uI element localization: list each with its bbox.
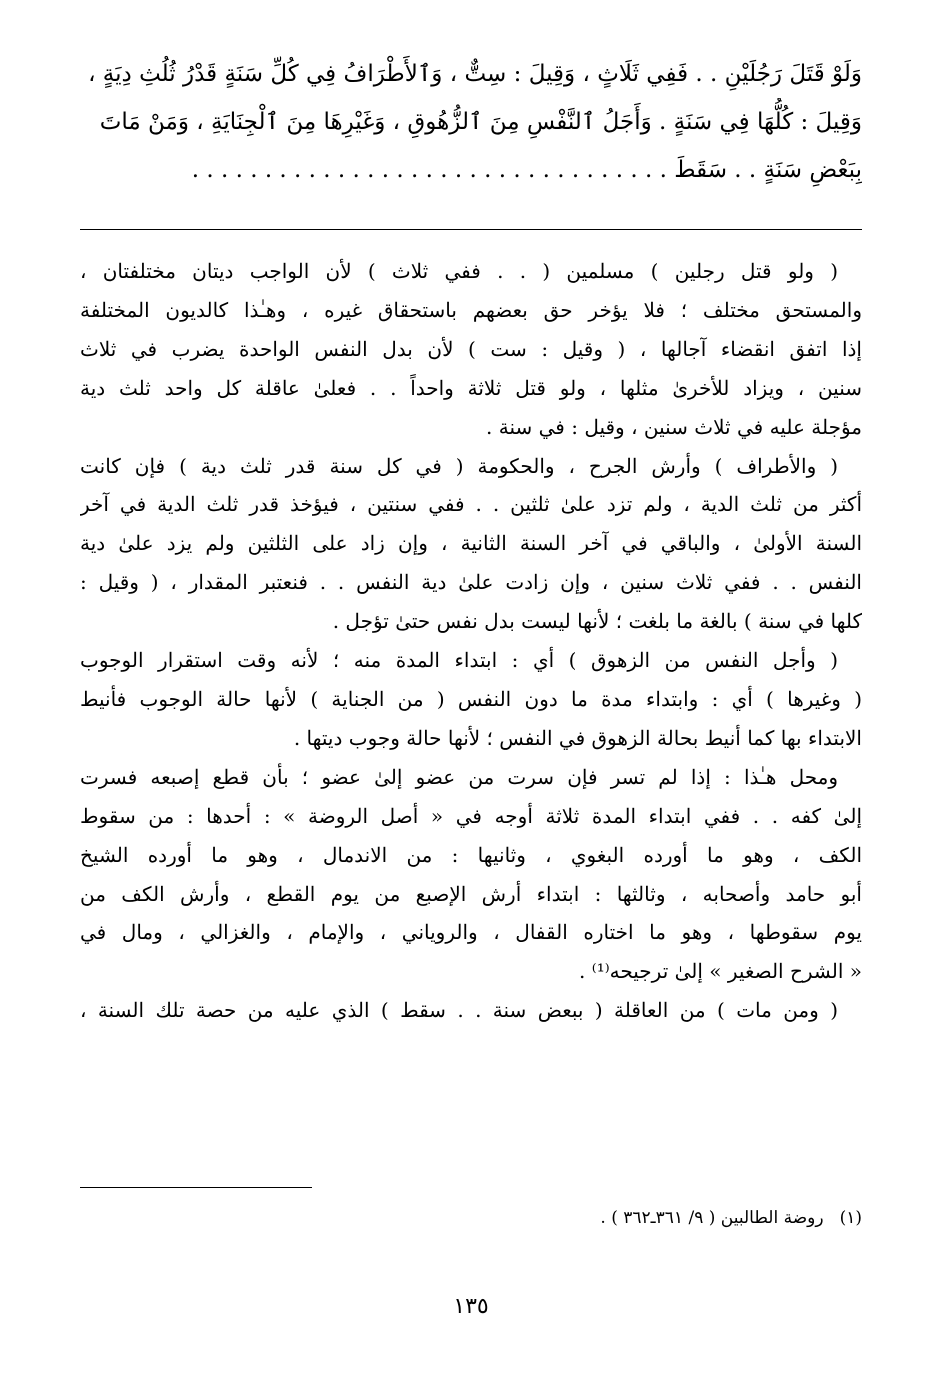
sharh-line: الكف ، وهو ما أورده البغوي ، وثانيها : من الاندمال ، وهو ما أورده الشيخ [80,842,862,867]
sharh-line: سنين ، ويزاد للأخرىٰ مثلها ، ولو قتل ثلاثة واحداً . . فعلىٰ عاقلة كل واحد ثلث دية [80,375,862,400]
sharh-line: « الشرح الصغير » إلىٰ ترجيحه⁽¹⁾ . [579,959,862,984]
sharh-line: السنة الأولىٰ ، والباقي في آخر السنة الثانية ، وإن زاد على الثلثين ولم يزد علىٰ دية [80,531,862,556]
sharh-line: إذا اتفق انقضاء آجالها ، ( وقيل : ست ) لأن بدل النفس الواحدة يضرب في ثلاث [80,336,862,361]
footnote-rule [80,1187,312,1188]
footnote [600,1204,862,1232]
sharh-line: ( ولو قتل رجلين ) مسلمين ( . . ففي ثلاث ) لأن الواجب ديتان مختلفتان ، [80,259,838,283]
sharh-line: ( ومن مات ) من العاقلة ( ببعض سنة . . سقط ) الذي عليه من حصة تلك السنة ، [80,998,838,1023]
matn-line: وَلَوْ قَتَلَ رَجُلَيْنِ . . فَفِي ثَلَاثٍ ، وَقِيلَ : سِتٌّ ، وَٱلأَطْرَافُ فِي كُلِّ سَنَةٍ قَدْرُ ثُلُثِ دِيَةٍ ، [88,61,862,87]
sharh-line: كلها في سنة ) بالغة ما بلغت ؛ لأنها ليست بدل نفس حتىٰ تؤجل . [332,609,862,634]
sharh-line: ( وأجل النفس من الزهوق ) أي : ابتداء المدة منه ؛ لأنه وقت استقرار الوجوب [80,648,838,673]
matn-line: وَقِيلَ : كُلُّهَا فِي سَنَةٍ . وَأَجَلُ ٱلنَّفْسِ مِنَ ٱلزُّهُوقِ ، وَغَيْرِهَا مِنَ ٱلْجِنَايَةِ ، وَمَنْ مَاتَ [99,109,862,135]
sharh-commentary [80,252,862,1030]
page-number: ١٣٥ [453,1294,489,1319]
sharh-line: النفس . . ففي ثلاث سنين ، وإن زادت علىٰ دية النفس . . فنعتبر المقدار ، ( وقيل : [80,570,862,595]
footnote-number: (١) [839,1208,862,1228]
matn-text [80,50,862,194]
sharh-line: أكثر من ثلث الدية ، ولم تزد علىٰ ثلثين . . ففي سنتين ، فيؤخذ قدر ثلث الدية في آخر [80,492,862,517]
sharh-line: مؤجلة عليه في ثلاث سنين ، وقيل : في سنة . [486,414,862,439]
sharh-line: ( والأطراف ) وأرش الجرح ، والحكومة ( في كل سنة قدر ثلث دية ) فإن كانت [80,453,838,478]
footnote-text: روضة الطالبين ( ٩/ ٣٦١ـ٣٦٢ ) . [600,1208,824,1228]
sharh-line: يوم سقوطها ، وهو ما اختاره القفال ، والروياني ، والإمام ، والغزالي ، ومال في [80,920,862,945]
sharh-line: إلىٰ كفه . . ففي ابتداء المدة ثلاثة أوجه في « أصل الروضة » : أحدها : من سقوط [80,803,862,828]
sharh-line: والمستحق مختلف ؛ فلا يؤخر حق بعضهم باستحقاق غيره ، وهـٰذا كالديون المختلفة [80,297,862,322]
matn-line: بِبَعْضِ سَنَةٍ . . سَقَطَ . . . . . . . . . . . . . . . . . . . . . . . . . . . . . . . . . [191,157,862,183]
separator-rule [80,229,862,230]
sharh-line: ( وغيرها ) أي : وابتداء مدة ما دون النفس ( من الجناية ) لأنها حالة الوجوب فأنيط [80,686,862,711]
sharh-line: أبو حامد وأصحابه ، وثالثها : ابتداء أرش الإصبع من يوم القطع ، وأرش الكف من [80,881,862,906]
sharh-line: الابتداء بها كما أنيط بحالة الزهوق في النفس ؛ لأنها حالة وجوب ديتها . [293,725,862,750]
sharh-line: ومحل هـٰذا : إذا لم تسر فإن سرت من عضو إلىٰ عضو ؛ بأن قطع إصبعه فسرت [80,764,838,789]
